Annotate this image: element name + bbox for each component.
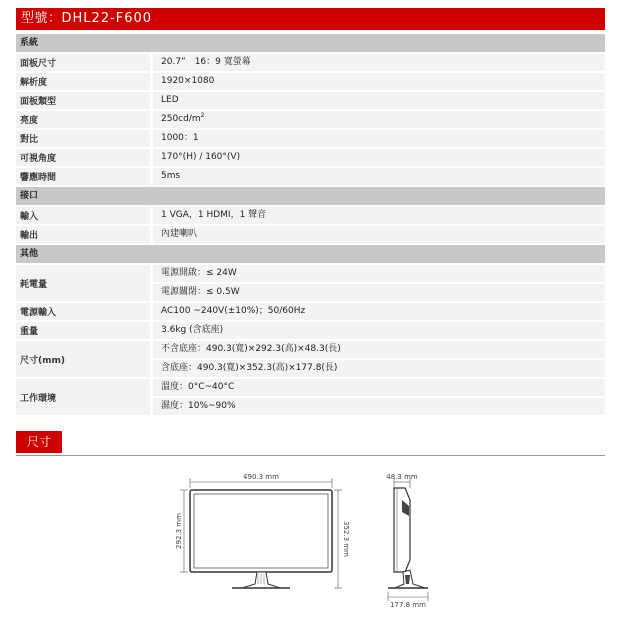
height-with-stand-dimension <box>334 490 350 588</box>
spec-value: 內建喇叭 <box>153 226 605 243</box>
spec-value: 含底座：490.3(寬)×352.3(高)×177.8(長) <box>153 360 605 377</box>
front-view-monitor <box>190 490 332 588</box>
spec-label: 解析度 <box>16 73 150 90</box>
spec-value: 170°(H) / 160°(V) <box>153 149 605 166</box>
spec-value: 濕度：10%~90% <box>153 398 605 415</box>
spec-label: 尺寸(mm) <box>16 341 150 377</box>
model-number: DHL22-F600 <box>61 11 153 26</box>
height-with-stand-label: 352.3 mm <box>342 521 350 557</box>
width-label: 490.3 mm <box>243 473 279 481</box>
height-no-stand-dimension <box>175 490 188 572</box>
spec-value: 電源關閉：≤ 0.5W <box>153 284 605 301</box>
section-header-interface: 接口 <box>16 187 605 205</box>
height-no-stand-label: 292.3 mm <box>175 513 183 549</box>
section-header-system: 系統 <box>16 34 605 52</box>
spec-label: 輸入 <box>16 207 150 224</box>
width-dimension <box>190 473 332 488</box>
depth-no-stand-dimension <box>386 473 418 488</box>
spec-value: 溫度：0°C~40°C <box>153 379 605 396</box>
spec-label: 可視角度 <box>16 149 150 166</box>
spec-value: 電源開啟：≤ 24W <box>153 265 605 282</box>
dimensions-tab: 尺寸 <box>16 431 62 453</box>
spec-value: 5ms <box>153 168 605 185</box>
depth-with-stand-dimension <box>388 592 428 609</box>
spec-label: 響應時間 <box>16 168 150 185</box>
spec-label: 耗電量 <box>16 265 150 301</box>
spec-label: 輸出 <box>16 226 150 243</box>
spec-label: 電源輸入 <box>16 303 150 320</box>
depth-no-stand-label: 48.3 mm <box>386 473 418 481</box>
spec-label: 面板尺寸 <box>16 54 150 71</box>
spec-label: 工作環境 <box>16 379 150 415</box>
spec-value: 3.6kg (含底座) <box>153 322 605 339</box>
spec-value: 1000：1 <box>153 130 605 147</box>
spec-value: 不含底座：490.3(寬)×292.3(高)×48.3(長) <box>153 341 605 358</box>
spec-value: AC100 ~240V(±10%)；50/60Hz <box>153 303 605 320</box>
depth-with-stand-label: 177.8 mm <box>390 601 426 609</box>
spec-label: 面板類型 <box>16 92 150 109</box>
spec-value: LED <box>153 92 605 109</box>
superscript: 2 <box>200 112 205 119</box>
section-header-other: 其他 <box>16 245 605 263</box>
spec-label: 重量 <box>16 322 150 339</box>
spec-label: 對比 <box>16 130 150 147</box>
spec-label: 亮度 <box>16 111 150 128</box>
spec-value: 1 VGA，1 HDMI，1 聲音 <box>153 207 605 224</box>
side-view-monitor <box>388 488 428 588</box>
brightness-value: 250cd/m <box>161 114 201 124</box>
model-label: 型號： <box>21 11 62 26</box>
spec-value: 20.7” 16：9 寬螢幕 <box>153 54 605 71</box>
spec-value: 1920×1080 <box>153 73 605 90</box>
